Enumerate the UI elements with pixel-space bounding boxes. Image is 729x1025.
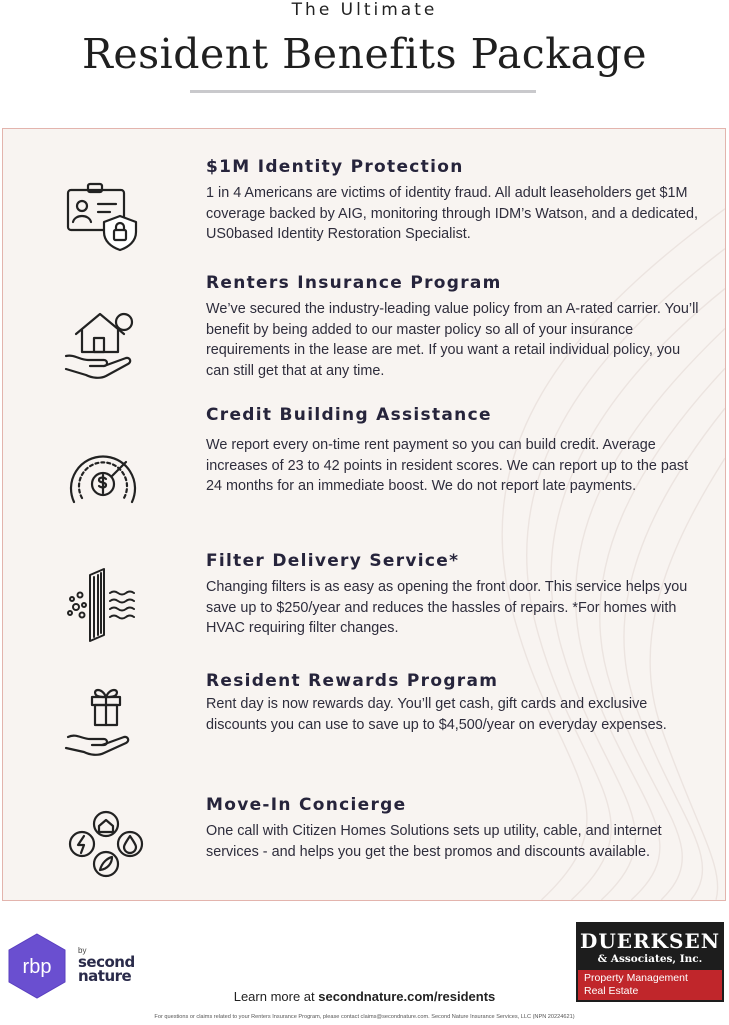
benefit-description: Changing filters is as easy as opening the front door. This service helps you save up to $250/year and reduces the hassles of repairs. *For homes with HVAC requiring filter changes. bbox=[206, 579, 688, 636]
id-card-lock-icon bbox=[62, 178, 144, 260]
header-subtitle: The Ultimate bbox=[291, 0, 438, 20]
house-in-hand-icon bbox=[62, 300, 144, 382]
benefit-title: Renters Insurance Program bbox=[206, 273, 502, 293]
benefit-title: $1M Identity Protection bbox=[206, 157, 464, 177]
learn-more bbox=[0, 988, 729, 1006]
title-divider bbox=[190, 90, 536, 93]
air-filter-icon bbox=[62, 565, 144, 647]
benefit-description: We’ve secured the industry-leading value policy from an A-rated carrier. You’ll benefit by being added to our master policy so all of your insurance requirements in the lease are met. If you want a retail individual policy, you can still get that at any time. bbox=[206, 301, 699, 379]
company-tagline-1: Property Management bbox=[584, 972, 688, 984]
benefit-credit-building bbox=[206, 404, 706, 497]
benefit-description: 1 in 4 Americans are victims of identity fraud. All adult leaseholders get $1M coverage backed by AIG, monitoring through IDM’s Watson, and a dedicated, US0based Identity Restoration Specialist. bbox=[206, 185, 698, 242]
company-subtitle: & Associates, Inc. bbox=[597, 953, 703, 965]
benefit-move-in-concierge bbox=[206, 794, 706, 862]
rbp-logo-text: rbp bbox=[22, 956, 52, 978]
benefit-resident-rewards bbox=[206, 670, 706, 735]
by-label: by bbox=[78, 946, 87, 955]
company-name: DUERKSEN bbox=[579, 929, 720, 953]
learn-more-prefix: Learn more at bbox=[233, 989, 319, 1004]
brand-line-2: nature bbox=[78, 967, 132, 985]
footnote: For questions or claims related to your Renters Insurance Program, please contact claims@secondnature.com. Second Nature Insurance Services, LLC (NPN 20224621) bbox=[154, 1014, 575, 1020]
benefit-title: Filter Delivery Service* bbox=[206, 551, 460, 571]
benefit-description: Rent day is now rewards day. You’ll get cash, gift cards and exclusive discounts you can use to save up to $4,500/year on everyday expenses. bbox=[206, 696, 667, 733]
brand-line-1: second bbox=[78, 953, 135, 971]
page-title: Resident Benefits Package bbox=[81, 30, 648, 78]
benefit-filter-delivery bbox=[206, 550, 706, 639]
credit-gauge-icon bbox=[62, 440, 144, 522]
benefit-description: One call with Citizen Homes Solutions sets up utility, cable, and internet services - and helps you get the best promos and discounts available. bbox=[206, 823, 662, 860]
benefit-renters-insurance bbox=[206, 272, 706, 381]
benefit-identity-protection bbox=[206, 156, 706, 245]
learn-more-link[interactable]: secondnature.com/residents bbox=[318, 989, 496, 1004]
company-tagline-2: Real Estate bbox=[584, 985, 639, 997]
benefit-title: Move-In Concierge bbox=[206, 795, 407, 815]
gift-in-hand-icon bbox=[62, 677, 144, 759]
benefit-title: Credit Building Assistance bbox=[206, 405, 492, 425]
utilities-icon bbox=[62, 800, 144, 882]
benefit-description: We report every on-time rent payment so you can build credit. Average increases of 23 to 42 points in resident scores. We can report up to the past 24 months for an immediate boost. We do not report late payments. bbox=[206, 437, 689, 494]
benefit-title: Resident Rewards Program bbox=[206, 671, 499, 691]
second-nature-logo bbox=[78, 946, 152, 983]
